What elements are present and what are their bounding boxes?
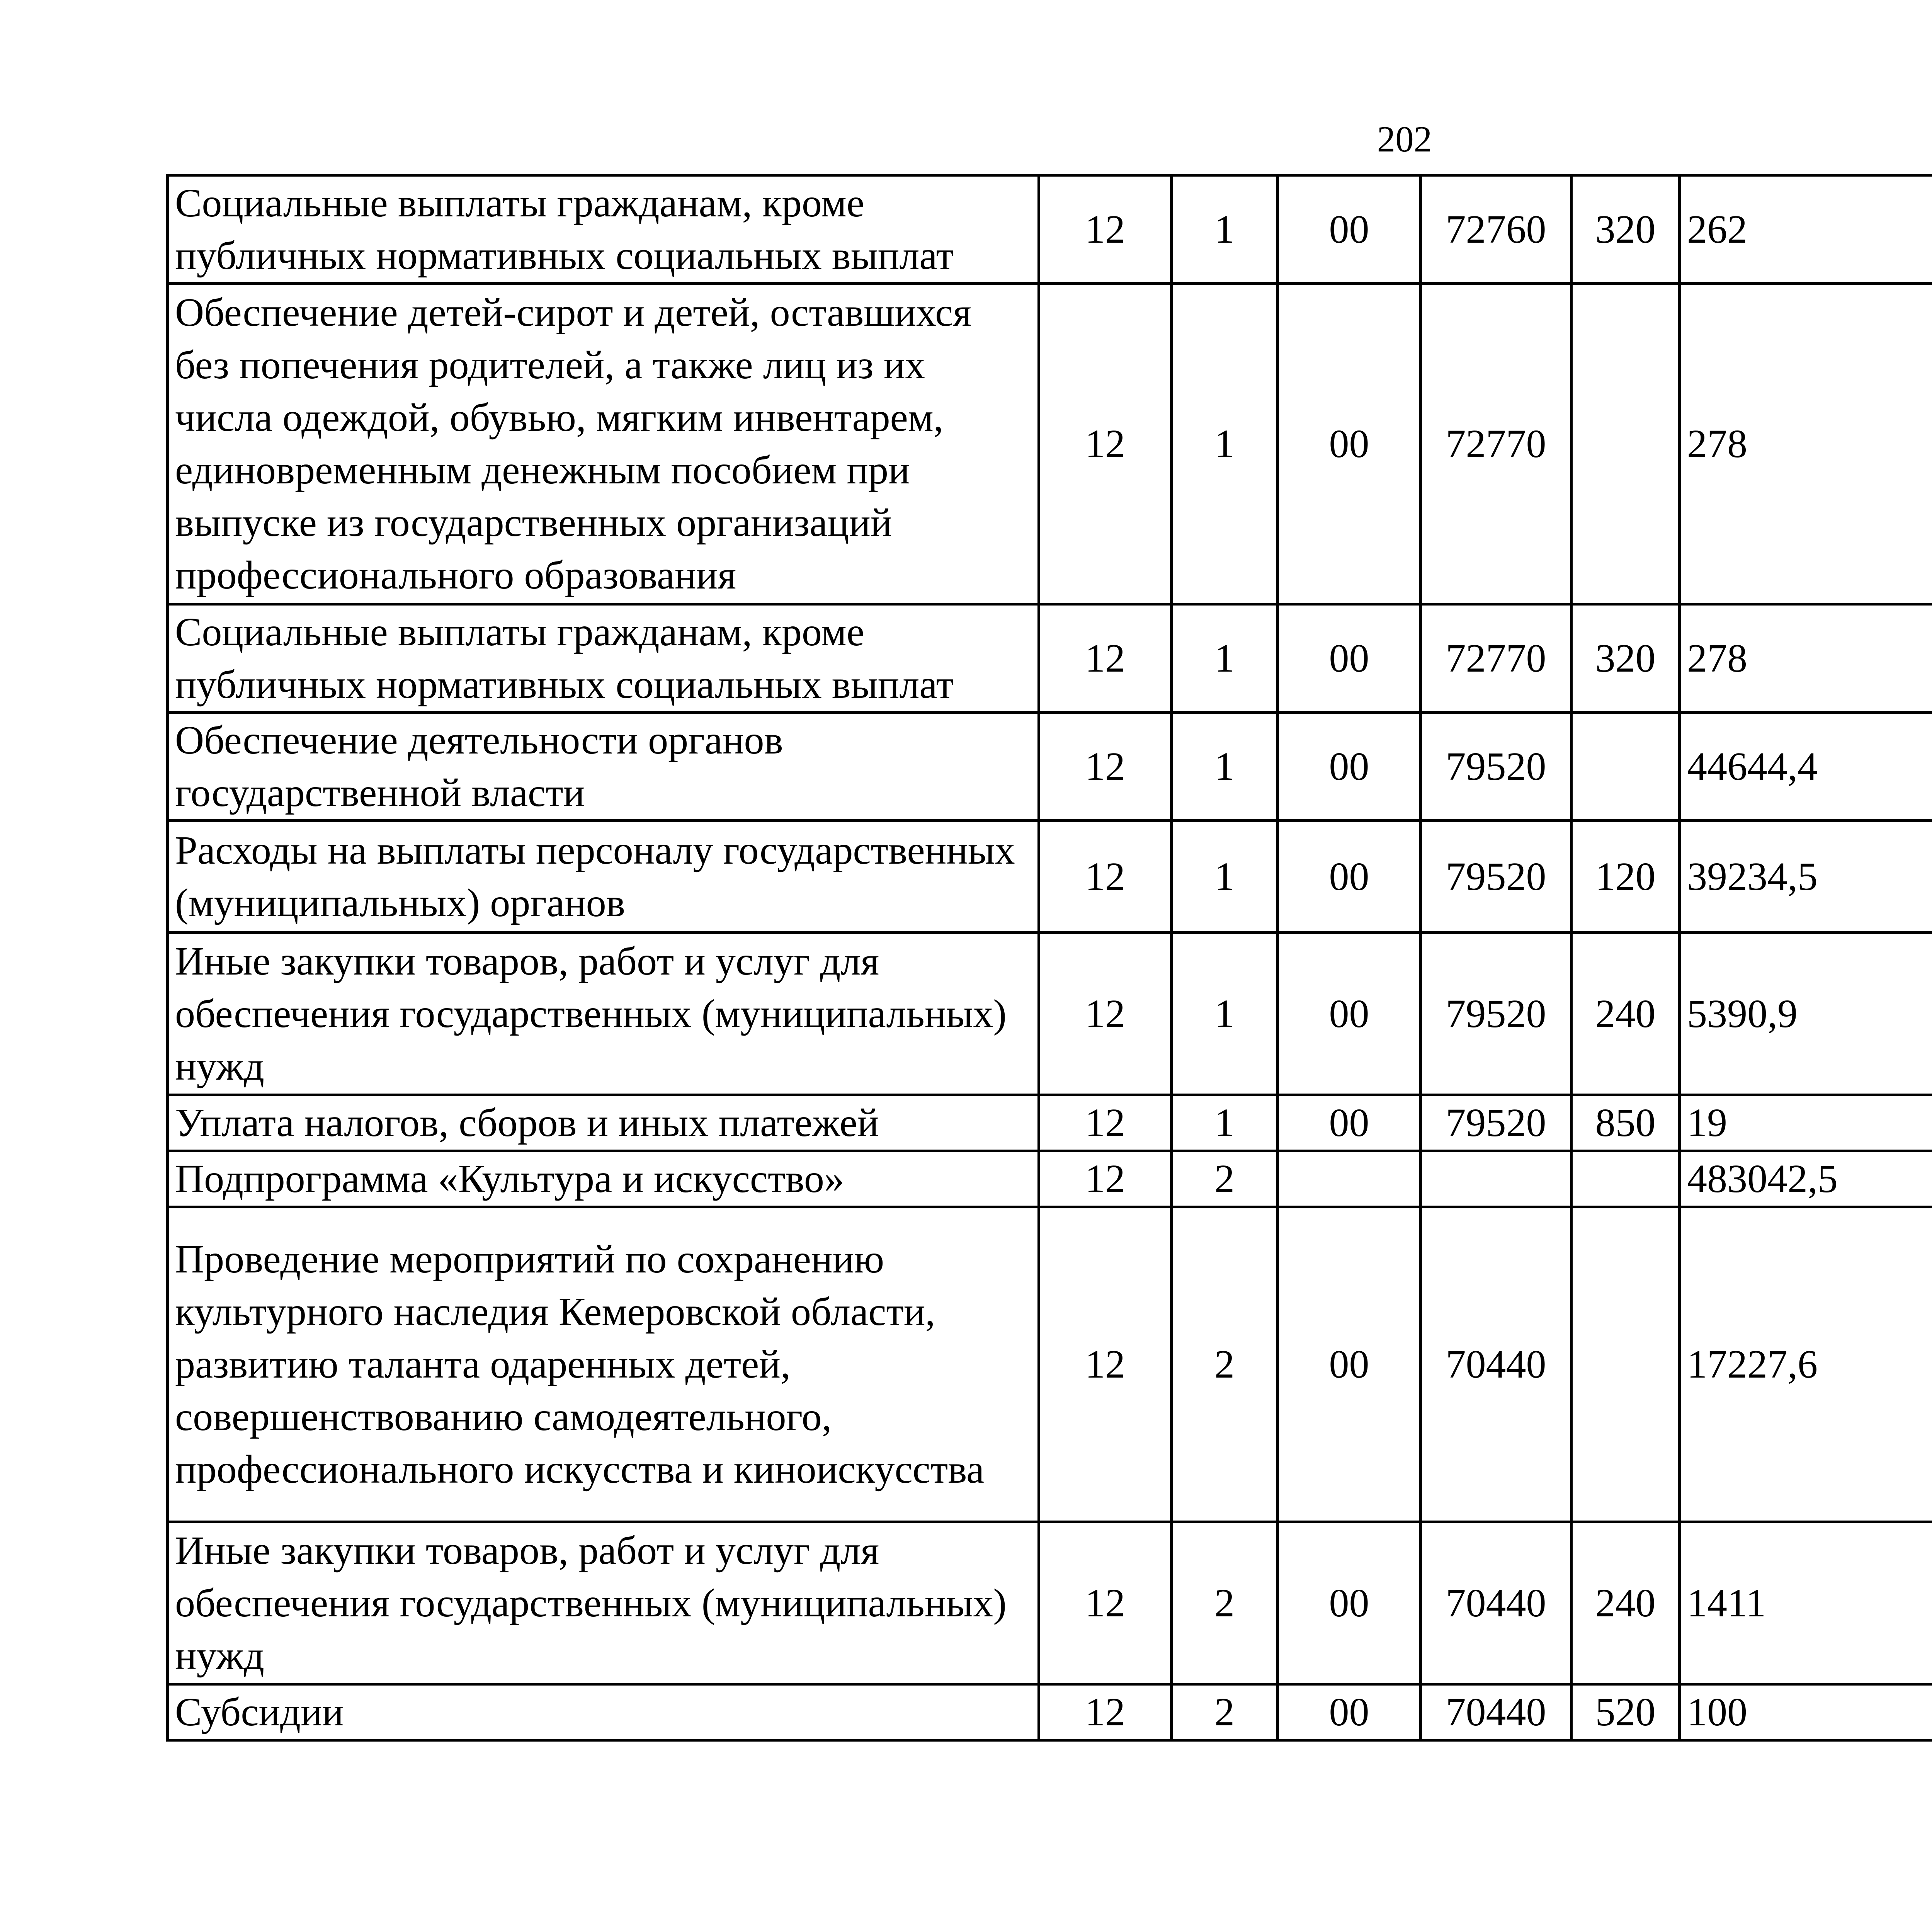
row-code-subprogram: 2 (1172, 1684, 1278, 1740)
row-code-expense-type: 850 (1571, 1095, 1680, 1151)
row-code-expense-type: 320 (1571, 604, 1680, 713)
row-code-ministry: 12 (1039, 821, 1172, 933)
row-amount-year-1: 39234,5 (1680, 821, 1932, 933)
row-code-expense-type (1571, 284, 1680, 604)
row-amount-year-1: 17227,6 (1680, 1207, 1932, 1522)
row-code-event: 00 (1278, 713, 1421, 821)
row-code-subprogram: 1 (1172, 933, 1278, 1095)
row-code-ministry: 12 (1039, 1095, 1172, 1151)
row-code-event: 00 (1278, 284, 1421, 604)
row-code-event: 00 (1278, 175, 1421, 284)
table-row (168, 1207, 1932, 1522)
budget-table (166, 174, 1932, 1742)
row-code-ministry: 12 (1039, 933, 1172, 1095)
row-code-ministry: 12 (1039, 284, 1172, 604)
row-code-expense-type: 240 (1571, 933, 1680, 1095)
row-code-ministry: 12 (1039, 604, 1172, 713)
row-code-ministry: 12 (1039, 1207, 1172, 1522)
row-code-expense-type (1571, 1207, 1680, 1522)
table-row (168, 1151, 1932, 1207)
row-name: Иные закупки товаров, работ и услуг для обеспечения государственных (муниципальных) нужд (168, 1522, 1039, 1684)
row-code-event: 00 (1278, 604, 1421, 713)
row-code-event: 00 (1278, 933, 1421, 1095)
row-code-direction: 79520 (1421, 713, 1571, 821)
page-number: 202 (1377, 119, 1432, 160)
row-code-direction: 70440 (1421, 1207, 1571, 1522)
row-code-subprogram: 2 (1172, 1151, 1278, 1207)
row-name: Обеспечение детей-сирот и детей, оставшихся без попечения родителей, а также лиц из их числа одеждой, обувью, мягким инвентарем, единовременным денежным пособием при выпуске из государственных организаций профессионального образования (168, 284, 1039, 604)
row-code-expense-type (1571, 1151, 1680, 1207)
table-row (168, 1522, 1932, 1684)
table-row (168, 284, 1932, 604)
row-amount-year-1: 1411 (1680, 1522, 1932, 1684)
row-name: Проведение мероприятий по сохранению культурного наследия Кемеровской области, развитию таланта одаренных детей, совершенствованию самодеятельного, профессионального искусства и киноискусства (168, 1207, 1039, 1522)
row-code-ministry: 12 (1039, 713, 1172, 821)
row-code-direction: 72760 (1421, 175, 1571, 284)
table-row (168, 604, 1932, 713)
table-row (168, 821, 1932, 933)
row-amount-year-1: 278 (1680, 284, 1932, 604)
row-name: Подпрограмма «Культура и искусство» (168, 1151, 1039, 1207)
row-name: Расходы на выплаты персоналу государственных (муниципальных) органов (168, 821, 1039, 933)
row-code-ministry: 12 (1039, 1684, 1172, 1740)
row-code-direction (1421, 1151, 1571, 1207)
row-amount-year-1: 5390,9 (1680, 933, 1932, 1095)
row-code-expense-type: 320 (1571, 175, 1680, 284)
row-code-subprogram: 2 (1172, 1522, 1278, 1684)
table-body (168, 175, 1932, 1740)
row-code-direction: 70440 (1421, 1522, 1571, 1684)
row-code-event: 00 (1278, 1684, 1421, 1740)
row-code-subprogram: 2 (1172, 1207, 1278, 1522)
row-name: Субсидии (168, 1684, 1039, 1740)
row-code-subprogram: 1 (1172, 1095, 1278, 1151)
row-code-event: 00 (1278, 821, 1421, 933)
row-code-ministry: 12 (1039, 1151, 1172, 1207)
row-name: Уплата налогов, сборов и иных платежей (168, 1095, 1039, 1151)
row-code-expense-type: 120 (1571, 821, 1680, 933)
row-code-direction: 79520 (1421, 821, 1571, 933)
row-name: Иные закупки товаров, работ и услуг для обеспечения государственных (муниципальных) нужд (168, 933, 1039, 1095)
row-code-direction: 72770 (1421, 284, 1571, 604)
row-code-direction: 72770 (1421, 604, 1571, 713)
row-code-event: 00 (1278, 1095, 1421, 1151)
row-amount-year-1: 44644,4 (1680, 713, 1932, 821)
row-code-subprogram: 1 (1172, 713, 1278, 821)
row-code-event (1278, 1151, 1421, 1207)
row-code-subprogram: 1 (1172, 821, 1278, 933)
table-row (168, 175, 1932, 284)
row-code-direction: 79520 (1421, 1095, 1571, 1151)
row-code-subprogram: 1 (1172, 604, 1278, 713)
row-amount-year-1: 262 (1680, 175, 1932, 284)
row-code-expense-type: 240 (1571, 1522, 1680, 1684)
row-name: Социальные выплаты гражданам, кроме публичных нормативных социальных выплат (168, 175, 1039, 284)
table-row (168, 713, 1932, 821)
row-code-ministry: 12 (1039, 1522, 1172, 1684)
table-row (168, 1684, 1932, 1740)
row-code-ministry: 12 (1039, 175, 1172, 284)
row-amount-year-1: 19 (1680, 1095, 1932, 1151)
row-code-subprogram: 1 (1172, 175, 1278, 284)
row-code-expense-type: 520 (1571, 1684, 1680, 1740)
row-name: Обеспечение деятельности органов государственной власти (168, 713, 1039, 821)
row-name: Социальные выплаты гражданам, кроме публичных нормативных социальных выплат (168, 604, 1039, 713)
row-code-direction: 79520 (1421, 933, 1571, 1095)
table-row (168, 1095, 1932, 1151)
row-amount-year-1: 100 (1680, 1684, 1932, 1740)
row-code-subprogram: 1 (1172, 284, 1278, 604)
row-code-expense-type (1571, 713, 1680, 821)
row-code-event: 00 (1278, 1207, 1421, 1522)
row-amount-year-1: 278 (1680, 604, 1932, 713)
row-code-event: 00 (1278, 1522, 1421, 1684)
table-row (168, 933, 1932, 1095)
row-code-direction: 70440 (1421, 1684, 1571, 1740)
row-amount-year-1: 483042,5 (1680, 1151, 1932, 1207)
